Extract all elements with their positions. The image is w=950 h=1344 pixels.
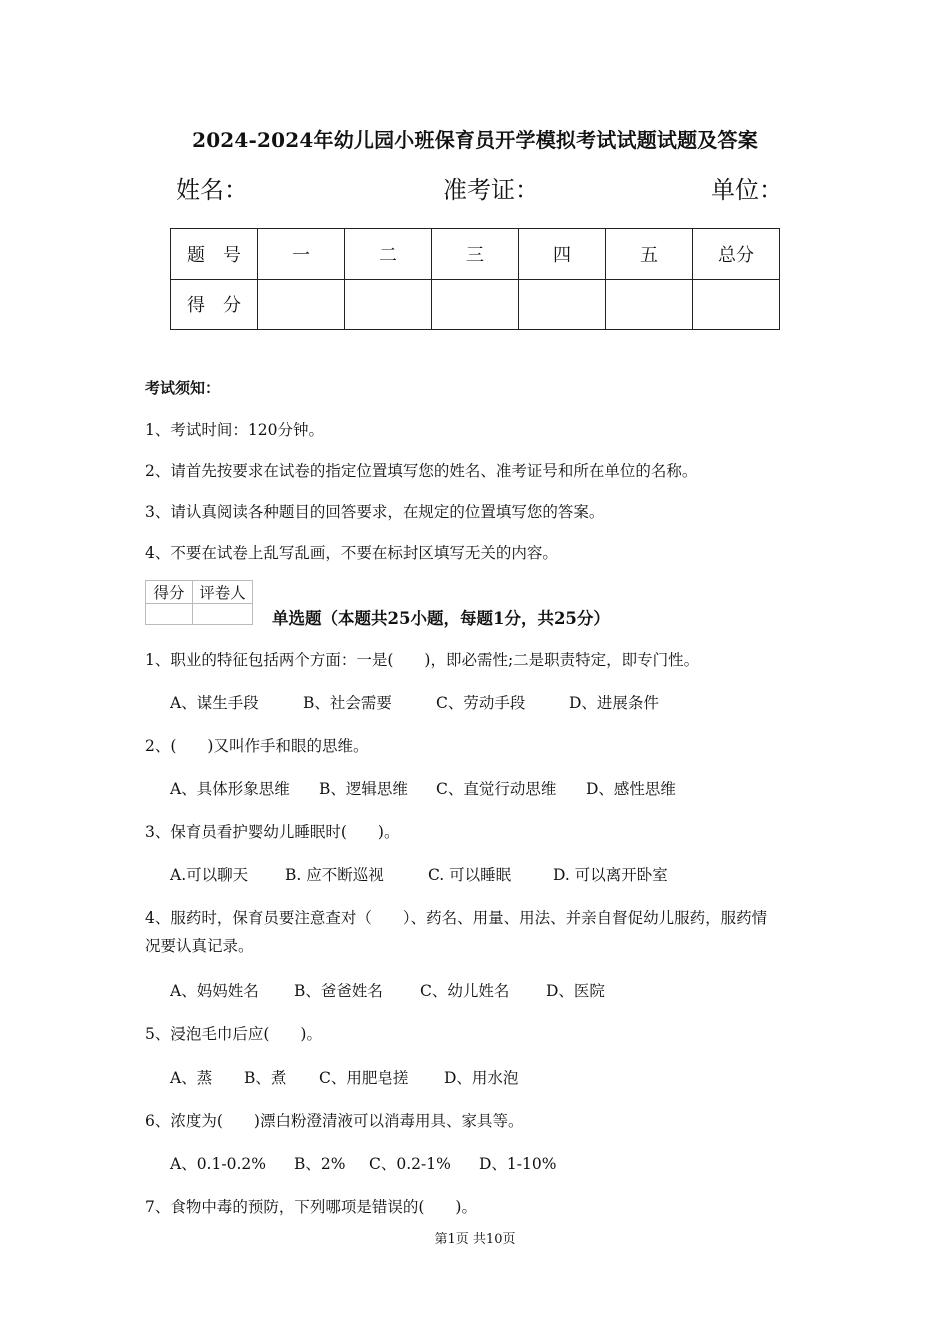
score-table-header-cell: 四 [519,229,606,280]
option[interactable]: A、具体形象思维 [170,780,290,798]
option[interactable]: B、社会需要 [303,694,392,712]
question-options [170,979,605,1001]
question-stem: 1、职业的特征包括两个方面：一是( )，即必需性;二是职责特定，即专门性。 [145,651,700,669]
option[interactable]: D、医院 [546,982,605,1000]
notice-item: 3、请认真阅读各种题目的回答要求，在规定的位置填写您的答案。 [145,503,605,521]
name-label: 姓名： [176,176,248,204]
option[interactable]: B、爸爸姓名 [294,982,383,1000]
question-options [170,863,668,885]
option[interactable]: C、幼儿姓名 [420,982,510,1000]
option[interactable]: D、用水泡 [444,1069,519,1087]
question-options [170,1152,556,1174]
notice-item: 2、请首先按要求在试卷的指定位置填写您的姓名、准考证号和所在单位的名称。 [145,462,698,480]
question-stem: 2、( )又叫作手和眼的思维。 [145,737,369,755]
grader-box [145,580,253,625]
option[interactable]: D. 可以离开卧室 [553,866,668,884]
notice-item: 4、不要在试卷上乱写乱画，不要在标封区填写无关的内容。 [145,544,558,562]
option[interactable]: A、谋生手段 [170,694,259,712]
score-table-header-cell: 总分 [693,229,780,280]
score-cell[interactable] [432,279,519,330]
option[interactable]: A.可以聊天 [170,866,249,884]
option[interactable]: A、0.1-0.2% [170,1155,266,1173]
option[interactable]: B、煮 [244,1069,287,1087]
score-table-header-cell: 五 [606,229,693,280]
score-table-header-cell: 一 [258,229,345,280]
question-options [170,777,676,799]
score-table-score-row [171,279,780,330]
grader-name-cell[interactable] [193,604,253,625]
option[interactable]: C、劳动手段 [436,694,526,712]
grader-label: 评卷人 [193,581,253,604]
option[interactable]: B、2% [294,1155,346,1173]
score-table-header-cell: 三 [432,229,519,280]
exam-id-label: 准考证： [443,176,539,204]
option[interactable]: D、进展条件 [569,694,659,712]
page-footer: 第1页 共10页 [434,1232,516,1247]
question-stem: 7、食物中毒的预防，下列哪项是错误的( )。 [145,1198,477,1216]
option[interactable]: A、妈妈姓名 [170,982,259,1000]
option[interactable]: D、1-10% [479,1155,557,1173]
question-options [170,691,659,713]
question-stem: 6、浓度为( )漂白粉澄清液可以消毒用具、家具等。 [145,1112,524,1130]
option[interactable]: C、0.2-1% [369,1155,451,1173]
score-cell[interactable] [606,279,693,330]
option[interactable]: D、感性思维 [586,780,676,798]
score-cell[interactable] [693,279,780,330]
option[interactable]: C、直觉行动思维 [436,780,557,798]
option[interactable]: C. 可以睡眠 [428,866,512,884]
grader-score-label: 得分 [146,581,193,604]
notice-item: 1、考试时间：120分钟。 [145,421,324,439]
question-stem: 4、服药时，保育员要注意查对（ ）、药名、用量、用法、并亲自督促幼儿服药，服药情 [145,909,768,927]
section-heading: 单选题（本题共25小题，每题1分，共25分） [272,609,610,628]
score-table-header-cell: 题 号 [171,229,258,280]
score-row-label: 得 分 [171,279,258,330]
question-stem-continued: 况要认真记录。 [145,937,254,955]
question-stem: 5、浸泡毛巾后应( )。 [145,1025,322,1043]
score-table [170,228,780,330]
option[interactable]: B、逻辑思维 [319,780,408,798]
unit-label: 单位： [711,176,783,204]
score-cell[interactable] [258,279,345,330]
question-options [170,1066,518,1088]
score-cell[interactable] [519,279,606,330]
option[interactable]: A、蒸 [170,1069,213,1087]
option[interactable]: C、用肥皂搓 [319,1069,409,1087]
grader-score-cell[interactable] [146,604,193,625]
score-table-header-cell: 二 [345,229,432,280]
exam-title: 2024-2024年幼儿园小班保育员开学模拟考试试题试题及答案 [192,128,758,152]
notice-title: 考试须知： [145,379,221,397]
option[interactable]: B. 应不断巡视 [285,866,384,884]
question-stem: 3、保育员看护婴幼儿睡眠时( )。 [145,823,400,841]
score-table-header-row [171,229,780,280]
score-cell[interactable] [345,279,432,330]
